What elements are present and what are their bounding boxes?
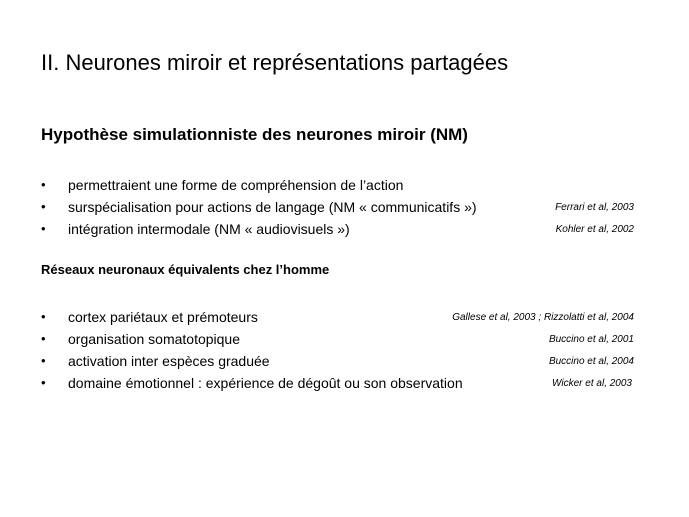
list-item: [0, 220, 689, 240]
list-item: [0, 330, 689, 350]
list-item-text: surspécialisation pour actions de langage (NM « communicatifs »): [68, 199, 477, 215]
bullet-icon: •: [41, 375, 46, 390]
bullet-icon: •: [41, 353, 46, 368]
list-item: [0, 176, 689, 196]
citation: Buccino et al, 2004: [548, 356, 634, 367]
slide-title: II. Neurones miroir et représentations partagées: [41, 50, 509, 75]
list-item: [0, 198, 689, 218]
section-heading-networks: Réseaux neuronaux équivalents chez l’homme: [41, 262, 330, 277]
bullet-icon: •: [41, 177, 46, 192]
list-item-text: organisation somatotopique: [68, 331, 241, 347]
citation: Buccino et al, 2001: [548, 334, 634, 345]
list-item: [0, 352, 689, 372]
bullet-icon: •: [41, 199, 46, 214]
list-item-text: domaine émotionnel : expérience de dégoût ou son observation: [68, 375, 463, 391]
citation: Wicker et al, 2003: [552, 378, 632, 389]
list-item-text: cortex pariétaux et prémoteurs: [68, 309, 258, 325]
list-item-text: intégration intermodale (NM « audiovisuels »): [68, 221, 350, 237]
citation: Kohler et al, 2002: [555, 224, 634, 235]
bullet-icon: •: [41, 309, 46, 324]
citation: Ferrari et al, 2003: [555, 202, 634, 213]
list-item-text: permettraient une forme de compréhension de l’action: [68, 177, 404, 193]
bullet-icon: •: [41, 331, 46, 346]
list-item: [0, 374, 689, 394]
citation: Gallese et al, 2003 ; Rizzolatti et al, 2004: [452, 312, 634, 323]
section-heading-hypothesis: Hypothèse simulationniste des neurones miroir (NM): [41, 125, 468, 144]
list-item: [0, 308, 689, 328]
bullet-icon: •: [41, 221, 46, 236]
list-item-text: activation inter espèces graduée: [68, 353, 270, 369]
